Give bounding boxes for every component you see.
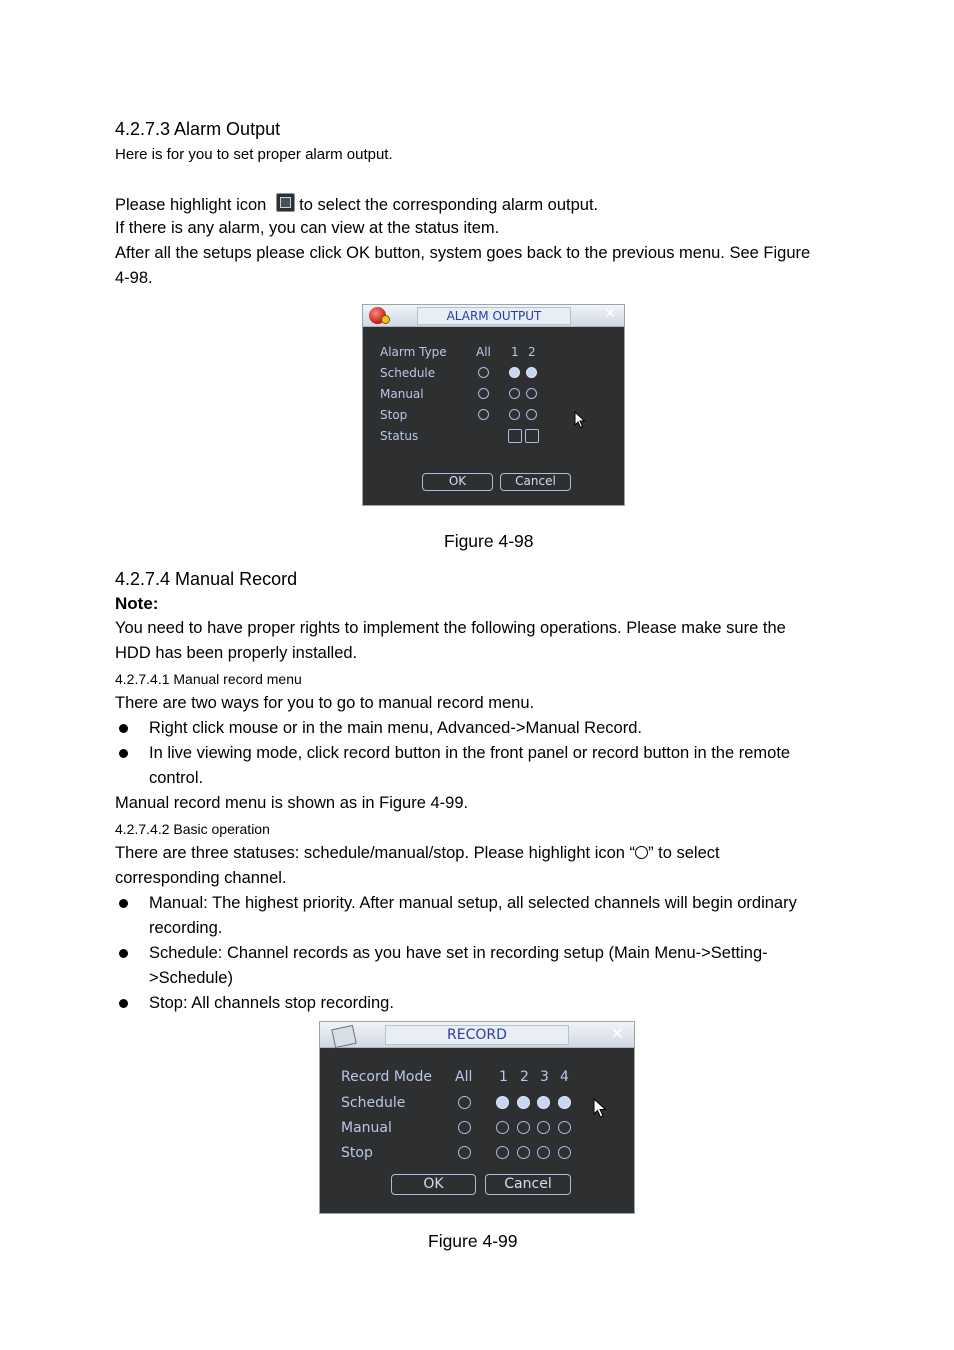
- column-channel-3: 3: [540, 1069, 549, 1085]
- alarm-output-icon: [276, 193, 295, 212]
- record-dialog: [319, 1021, 635, 1214]
- cancel-button[interactable]: Cancel: [500, 473, 571, 491]
- schedule-channel-4-radio[interactable]: [558, 1096, 571, 1109]
- figure-caption: Figure 4-99: [428, 1231, 518, 1251]
- alarm-badge-icon: [381, 315, 390, 324]
- stop-all-radio[interactable]: [458, 1146, 471, 1159]
- close-icon[interactable]: ✕: [610, 1024, 624, 1043]
- alarm-output-dialog: [362, 304, 625, 506]
- schedule-channel-1-radio[interactable]: [509, 367, 520, 378]
- note-label: Note:: [115, 594, 159, 613]
- paragraph-highlight-icon: [115, 193, 598, 215]
- paragraph-setups-line1: After all the setups please click OK button, system goes back to the previous menu. See Figure: [115, 244, 811, 262]
- schedule-channel-2-radio[interactable]: [526, 367, 537, 378]
- list-item: In live viewing mode, click record button in the front panel or record button in the remote: [149, 744, 791, 762]
- cancel-button[interactable]: Cancel: [485, 1174, 571, 1195]
- list-item-continuation: recording.: [149, 919, 223, 937]
- status-channel-1-indicator: [508, 429, 522, 443]
- paragraph-text: to select the corresponding alarm output.: [299, 196, 599, 214]
- manual-channel-1-radio[interactable]: [496, 1121, 509, 1134]
- row-label-schedule: Schedule: [380, 366, 436, 380]
- row-label-status: Status: [380, 429, 419, 443]
- schedule-all-radio[interactable]: [458, 1096, 471, 1109]
- manual-channel-1-radio[interactable]: [509, 388, 520, 399]
- column-channel-1: 1: [499, 1069, 508, 1085]
- paragraph-status: If there is any alarm, you can view at the status item.: [115, 219, 500, 237]
- list-item: Stop: All channels stop recording.: [149, 994, 394, 1012]
- column-channel-2: 2: [520, 1069, 529, 1085]
- row-label-stop: Stop: [380, 408, 408, 422]
- row-label-stop: Stop: [341, 1145, 373, 1161]
- subsection-heading-manual-record-menu: 4.2.7.4.1 Manual record menu: [115, 671, 302, 687]
- note-text-line2: HDD has been properly installed.: [115, 644, 358, 662]
- dialog-titlebar: [320, 1022, 634, 1048]
- paragraph-menu-shown: Manual record menu is shown as in Figure 4-99.: [115, 794, 469, 812]
- stop-channel-4-radio[interactable]: [558, 1146, 571, 1159]
- bullet-icon: [119, 999, 128, 1008]
- status-channel-2-indicator: [525, 429, 539, 443]
- stop-channel-2-radio[interactable]: [526, 409, 537, 420]
- paragraph-setups-line2: 4-98.: [115, 269, 153, 287]
- column-channel-2: 2: [528, 345, 536, 359]
- dialog-titlebar: [363, 305, 624, 327]
- subsection-intro: There are two ways for you to go to manual record menu.: [115, 694, 535, 712]
- schedule-channel-3-radio[interactable]: [537, 1096, 550, 1109]
- manual-all-radio[interactable]: [478, 388, 489, 399]
- bullet-icon: [119, 724, 128, 733]
- dialog-title: ALARM OUTPUT: [417, 307, 571, 325]
- paragraph-statuses: [115, 844, 720, 863]
- manual-all-radio[interactable]: [458, 1121, 471, 1134]
- bullet-icon: [119, 749, 128, 758]
- list-item-continuation: >Schedule): [149, 969, 233, 987]
- stop-channel-1-radio[interactable]: [509, 409, 520, 420]
- paragraph-statuses-line2: corresponding channel.: [115, 869, 287, 887]
- schedule-channel-2-radio[interactable]: [517, 1096, 530, 1109]
- figure-caption: Figure 4-98: [444, 531, 534, 551]
- ok-button[interactable]: OK: [391, 1174, 476, 1195]
- section-heading-alarm-output: 4.2.7.3 Alarm Output: [115, 119, 281, 139]
- section-heading-manual-record: 4.2.7.4 Manual Record: [115, 569, 298, 589]
- manual-channel-2-radio[interactable]: [526, 388, 537, 399]
- paragraph-text: ” to select: [648, 844, 720, 862]
- mouse-cursor-icon: [593, 1098, 607, 1119]
- subsection-heading-basic-operation: 4.2.7.4.2 Basic operation: [115, 821, 270, 837]
- column-all: All: [455, 1069, 473, 1085]
- bullet-icon: [119, 899, 128, 908]
- column-channel-1: 1: [511, 345, 519, 359]
- stop-channel-3-radio[interactable]: [537, 1146, 550, 1159]
- row-label-manual: Manual: [380, 387, 424, 401]
- row-label-schedule: Schedule: [341, 1095, 406, 1111]
- bullet-icon: [119, 949, 128, 958]
- dialog-title: RECORD: [385, 1025, 569, 1045]
- schedule-all-radio[interactable]: [478, 367, 489, 378]
- radio-circle-icon: [635, 846, 648, 859]
- manual-channel-3-radio[interactable]: [537, 1121, 550, 1134]
- paragraph-text: Please highlight icon: [115, 196, 267, 214]
- list-item: Right click mouse or in the main menu, Advanced->Manual Record.: [149, 719, 642, 737]
- schedule-channel-1-radio[interactable]: [496, 1096, 509, 1109]
- list-item-continuation: control.: [149, 769, 204, 787]
- mouse-cursor-icon: [574, 411, 586, 429]
- row-label-alarm-type: Alarm Type: [380, 345, 447, 359]
- close-icon[interactable]: ✕: [604, 306, 616, 322]
- section-intro: Here is for you to set proper alarm output.: [115, 146, 393, 163]
- stop-channel-2-radio[interactable]: [517, 1146, 530, 1159]
- record-logo-icon: [331, 1025, 356, 1048]
- stop-channel-1-radio[interactable]: [496, 1146, 509, 1159]
- note-text-line1: You need to have proper rights to implement the following operations. Please make sure the: [115, 619, 786, 637]
- column-channel-4: 4: [560, 1069, 569, 1085]
- stop-all-radio[interactable]: [478, 409, 489, 420]
- manual-channel-2-radio[interactable]: [517, 1121, 530, 1134]
- row-label-manual: Manual: [341, 1120, 392, 1136]
- list-item: Schedule: Channel records as you have set in recording setup (Main Menu->Setting-: [149, 944, 768, 962]
- manual-channel-4-radio[interactable]: [558, 1121, 571, 1134]
- row-label-record-mode: Record Mode: [341, 1069, 432, 1085]
- ok-button[interactable]: OK: [422, 473, 493, 491]
- column-all: All: [476, 345, 491, 359]
- list-item: Manual: The highest priority. After manual setup, all selected channels will begin ordinary: [149, 894, 797, 912]
- paragraph-text: There are three statuses: schedule/manual/stop. Please highlight icon “: [115, 844, 636, 862]
